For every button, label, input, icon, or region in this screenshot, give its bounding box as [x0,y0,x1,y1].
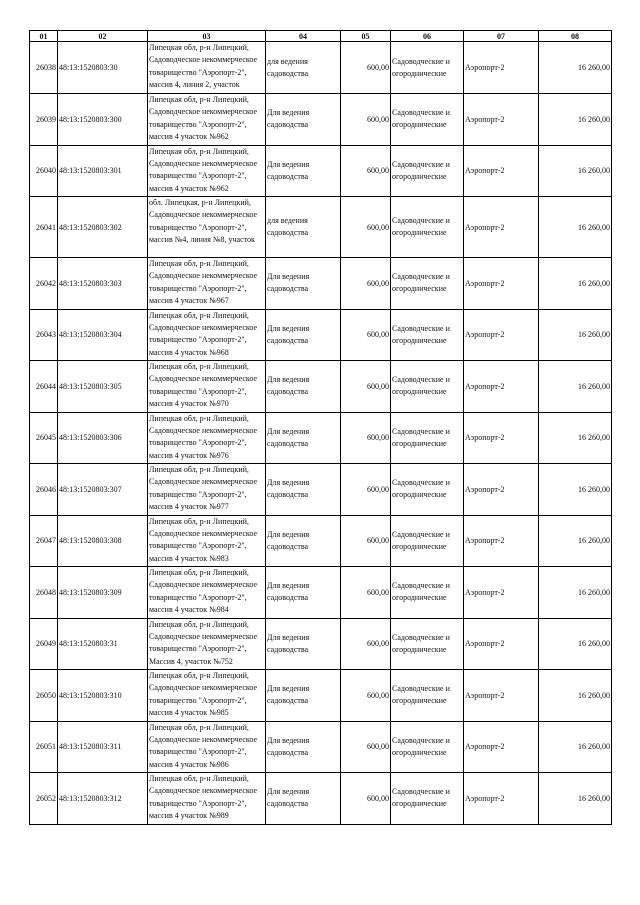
partnership-name-cell: Аэропорт-2 [464,464,539,516]
address-cell [148,670,266,722]
address-cell [148,361,266,413]
address-text: Липецкая обл, р-н Липецкий, Садоводческое некоммерческое товарищество "Аэропорт-2", Массив 4, участок №752 [149,619,258,666]
category-cell: Садоводческие и огороднические [391,567,464,619]
permitted-use-cell: Для ведения садоводства [266,618,341,670]
permitted-use-cell: Для ведения садоводства [266,258,341,310]
column-header: 08 [539,31,612,42]
address-text: Липецкая обл, р-н Липецкий, Садоводческое некоммерческое товарищество "Аэропорт-2", массив 4 участок №989 [149,774,258,821]
table-row [30,361,612,413]
table-row [30,145,612,197]
table-row [30,258,612,310]
cadastral-number-cell: 48:13:1520803:304 [58,309,148,361]
address-text: Липецкая обл, р-н Липецкий, Садоводческое некоммерческое товарищество "Аэропорт-2", массив 4 участок №986 [149,722,258,769]
category-cell: Садоводческие и огороднические [391,618,464,670]
row-id-cell: 26050 [30,670,58,722]
column-header: 06 [391,31,464,42]
row-id-cell: 26044 [30,361,58,413]
row-id-cell: 26042 [30,258,58,310]
table-row [30,773,612,825]
row-id-cell: 26045 [30,412,58,464]
area-cell: 600,00 [341,197,391,258]
category-cell: Садоводческие и огороднические [391,670,464,722]
cadastral-number-cell: 48:13:1520803:303 [58,258,148,310]
row-id-cell: 26039 [30,94,58,146]
row-id-cell: 26047 [30,515,58,567]
cadastral-number-cell: 48:13:1520803:302 [58,197,148,258]
partnership-name-cell: Аэропорт-2 [464,145,539,197]
area-cell: 600,00 [341,258,391,310]
column-header: 07 [464,31,539,42]
table-row [30,464,612,516]
address-text: Липецкая обл, р-н Липецкий, Садоводческое некоммерческое товарищество "Аэропорт-2", массив 4, линия 2, участок [149,43,258,90]
permitted-use-cell: Для ведения садоводства [266,773,341,825]
area-cell: 600,00 [341,567,391,619]
column-header: 01 [30,31,58,42]
address-text: Липецкая обл, р-н Липецкий, Садоводческое некоммерческое товарищество "Аэропорт-2", массив 4 участок №984 [149,568,258,615]
address-cell [148,618,266,670]
cadastral-value-cell: 16 260,00 [539,618,612,670]
permitted-use-cell: Для ведения садоводства [266,515,341,567]
partnership-name-cell: Аэропорт-2 [464,42,539,94]
row-id-cell: 26051 [30,721,58,773]
address-text: Липецкая обл, р-н Липецкий, Садоводческое некоммерческое товарищество "Аэропорт-2", массив 4 участок №976 [149,413,258,460]
cadastral-value-cell: 16 260,00 [539,258,612,310]
row-id-cell: 26049 [30,618,58,670]
category-cell: Садоводческие и огороднические [391,464,464,516]
cadastral-value-cell: 16 260,00 [539,412,612,464]
category-cell: Садоводческие и огороднические [391,42,464,94]
area-cell: 600,00 [341,412,391,464]
partnership-name-cell: Аэропорт-2 [464,618,539,670]
permitted-use-cell: для ведения садоводства [266,197,341,258]
cadastral-number-cell: 48:13:1520803:309 [58,567,148,619]
cadastral-value-cell: 16 260,00 [539,515,612,567]
partnership-name-cell: Аэропорт-2 [464,515,539,567]
cadastral-number-cell: 48:13:1520803:30 [58,42,148,94]
address-text: Липецкая обл, р-н Липецкий, Садоводческое некоммерческое товарищество "Аэропорт-2", массив 4 участок №983 [149,516,258,563]
address-text: Липецкая обл, р-н Липецкий, Садоводческое некоммерческое товарищество "Аэропорт-2", массив 4 участок №977 [149,465,258,512]
area-cell: 600,00 [341,721,391,773]
row-id-cell: 26038 [30,42,58,94]
cadastral-number-cell: 48:13:1520803:308 [58,515,148,567]
address-text: Липецкая обл, р-н Липецкий, Садоводческое некоммерческое товарищество "Аэропорт-2", массив 4 участок №962 [149,95,258,142]
category-cell: Садоводческие и огороднические [391,94,464,146]
table-row [30,412,612,464]
address-text: Липецкая обл, р-н Липецкий, Садоводческое некоммерческое товарищество "Аэропорт-2", массив 4 участок №967 [149,259,258,306]
cadastral-value-cell: 16 260,00 [539,94,612,146]
cadastral-value-cell: 16 260,00 [539,309,612,361]
cadastral-value-cell: 16 260,00 [539,721,612,773]
address-text: Липецкая обл, р-н Липецкий, Садоводческое некоммерческое товарищество "Аэропорт-2", массив 4 участок №968 [149,310,258,357]
category-cell: Садоводческие и огороднические [391,145,464,197]
row-id-cell: 26040 [30,145,58,197]
area-cell: 600,00 [341,42,391,94]
table-row [30,94,612,146]
table-row [30,618,612,670]
partnership-name-cell: Аэропорт-2 [464,773,539,825]
cadastral-number-cell: 48:13:1520803:310 [58,670,148,722]
address-text: Липецкая обл, р-н Липецкий, Садоводческое некоммерческое товарищество "Аэропорт-2", массив 4 участок №985 [149,671,258,718]
area-cell: 600,00 [341,618,391,670]
partnership-name-cell: Аэропорт-2 [464,258,539,310]
partnership-name-cell: Аэропорт-2 [464,197,539,258]
row-id-cell: 26052 [30,773,58,825]
area-cell: 600,00 [341,773,391,825]
row-id-cell: 26048 [30,567,58,619]
area-cell: 600,00 [341,515,391,567]
partnership-name-cell: Аэропорт-2 [464,309,539,361]
permitted-use-cell: Для ведения садоводства [266,567,341,619]
area-cell: 600,00 [341,94,391,146]
row-id-cell: 26043 [30,309,58,361]
category-cell: Садоводческие и огороднические [391,412,464,464]
area-cell: 600,00 [341,670,391,722]
category-cell: Садоводческие и огороднические [391,515,464,567]
partnership-name-cell: Аэропорт-2 [464,721,539,773]
column-header: 04 [266,31,341,42]
area-cell: 600,00 [341,145,391,197]
area-cell: 600,00 [341,464,391,516]
cadastral-number-cell: 48:13:1520803:31 [58,618,148,670]
document-page [29,30,611,825]
address-cell [148,94,266,146]
cadastral-number-cell: 48:13:1520803:306 [58,412,148,464]
category-cell: Садоводческие и огороднические [391,258,464,310]
cadastral-value-cell: 16 260,00 [539,773,612,825]
table-row [30,309,612,361]
cadastral-value-cell: 16 260,00 [539,197,612,258]
cadastral-number-cell: 48:13:1520803:300 [58,94,148,146]
permitted-use-cell: Для ведения садоводства [266,412,341,464]
permitted-use-cell: для ведения садоводства [266,42,341,94]
cadastral-number-cell: 48:13:1520803:307 [58,464,148,516]
table-row [30,42,612,94]
address-cell [148,42,266,94]
cadastral-number-cell: 48:13:1520803:301 [58,145,148,197]
category-cell: Садоводческие и огороднические [391,721,464,773]
address-cell [148,145,266,197]
category-cell: Садоводческие и огороднические [391,309,464,361]
cadastral-number-cell: 48:13:1520803:311 [58,721,148,773]
cadastral-value-cell: 16 260,00 [539,145,612,197]
address-cell [148,773,266,825]
column-header: 05 [341,31,391,42]
cadastral-number-cell: 48:13:1520803:305 [58,361,148,413]
category-cell: Садоводческие и огороднические [391,773,464,825]
cadastral-value-cell: 16 260,00 [539,464,612,516]
address-cell [148,721,266,773]
column-header: 03 [148,31,266,42]
column-header: 02 [58,31,148,42]
address-cell [148,309,266,361]
address-text: обл. Липецкая, р-н Липецкий, Садоводческое некоммерческое товарищество "Аэропорт-2", массив №4, линия №8, участок [149,198,258,245]
partnership-name-cell: Аэропорт-2 [464,670,539,722]
category-cell: Садоводческие и огороднические [391,361,464,413]
category-cell: Садоводческие и огороднические [391,197,464,258]
header-row [30,31,612,42]
permitted-use-cell: Для ведения садоводства [266,145,341,197]
table-row [30,670,612,722]
area-cell: 600,00 [341,309,391,361]
address-text: Липецкая обл, р-н Липецкий, Садоводческое некоммерческое товарищество "Аэропорт-2", массив 4 участок №970 [149,362,258,409]
table-row [30,197,612,258]
partnership-name-cell: Аэропорт-2 [464,94,539,146]
address-cell [148,567,266,619]
table-row [30,567,612,619]
cadastral-value-cell: 16 260,00 [539,42,612,94]
partnership-name-cell: Аэропорт-2 [464,567,539,619]
address-cell [148,515,266,567]
address-cell [148,258,266,310]
area-cell: 600,00 [341,361,391,413]
table-row [30,515,612,567]
row-id-cell: 26046 [30,464,58,516]
land-plots-table [29,30,612,825]
address-text: Липецкая обл, р-н Липецкий, Садоводческое некоммерческое товарищество "Аэропорт-2", массив 4 участок №962 [149,146,258,193]
permitted-use-cell: Для ведения садоводства [266,464,341,516]
permitted-use-cell: Для ведения садоводства [266,309,341,361]
permitted-use-cell: Для ведения садоводства [266,670,341,722]
cadastral-value-cell: 16 260,00 [539,361,612,413]
partnership-name-cell: Аэропорт-2 [464,412,539,464]
address-cell [148,197,266,258]
address-cell [148,464,266,516]
permitted-use-cell: Для ведения садоводства [266,721,341,773]
address-cell [148,412,266,464]
permitted-use-cell: Для ведения садоводства [266,361,341,413]
cadastral-value-cell: 16 260,00 [539,567,612,619]
cadastral-number-cell: 48:13:1520803:312 [58,773,148,825]
table-row [30,721,612,773]
partnership-name-cell: Аэропорт-2 [464,361,539,413]
row-id-cell: 26041 [30,197,58,258]
permitted-use-cell: Для ведения садоводства [266,94,341,146]
cadastral-value-cell: 16 260,00 [539,670,612,722]
